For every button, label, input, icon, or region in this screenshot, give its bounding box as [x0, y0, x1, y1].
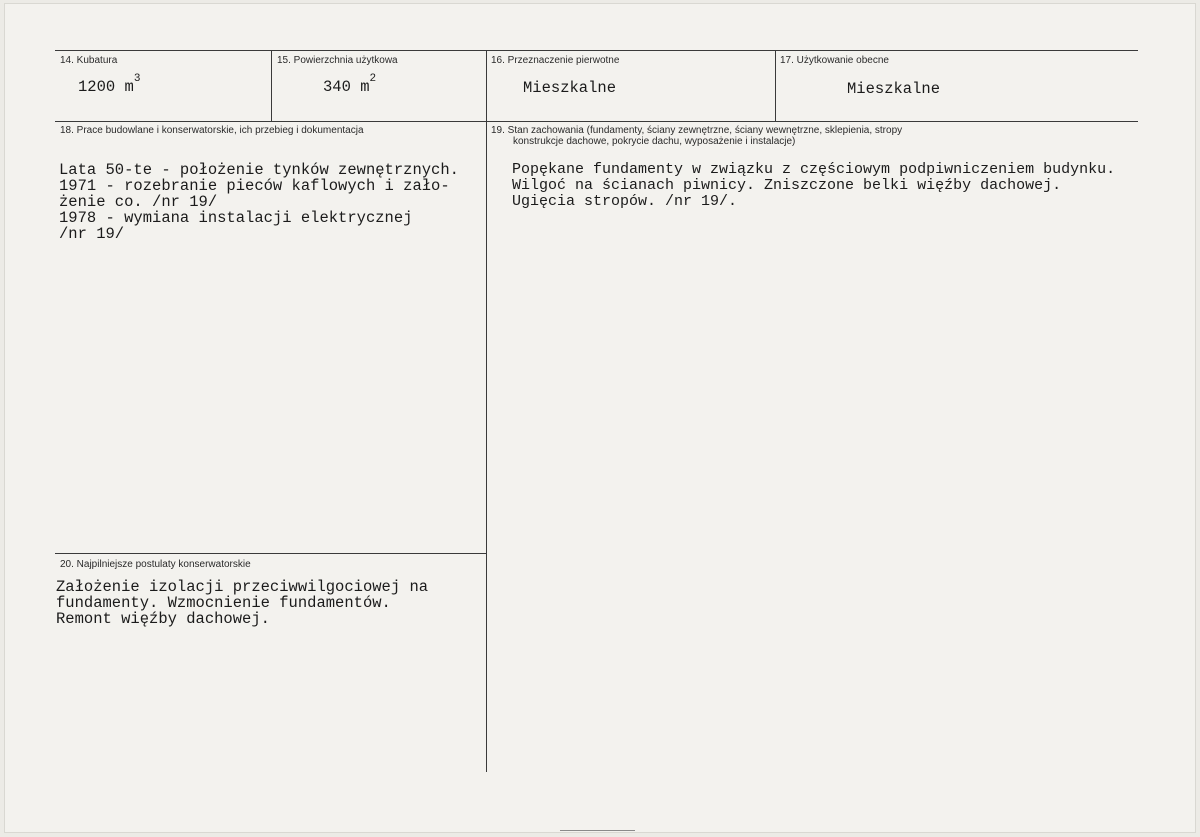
field-14-number: 1200 m	[78, 78, 134, 96]
divider-14-15	[271, 50, 272, 121]
field-20-line: Remont więźby dachowej.	[56, 610, 270, 628]
field-14-unit-exponent: 3	[133, 73, 141, 85]
field-14-label: 14. Kubatura	[60, 55, 118, 66]
field-15-label: 15. Powierzchnia użytkowa	[277, 55, 398, 66]
field-18-label: 18. Prace budowlane i konserwatorskie, ich przebieg i dokumentacja	[60, 125, 364, 136]
section20-top-rule	[55, 553, 487, 554]
divider-16-17	[775, 50, 776, 121]
field-16-value: Mieszkalne	[523, 79, 617, 97]
field-18-line: żenie co. /nr 19/	[59, 193, 218, 211]
field-18-line: 1971 - rozebranie pieców kaflowych i zało-	[59, 177, 450, 195]
field-19-label-line: konstrukcje dachowe, pokrycie dachu, wyposażenie i instalacje)	[513, 136, 796, 147]
field-20-label: 20. Najpilniejsze postulaty konserwatorskie	[60, 559, 251, 570]
field-14-value	[78, 73, 141, 96]
field-15-value	[323, 73, 377, 96]
field-18-text	[59, 162, 459, 242]
field-19-line: Ugięcia stropów. /nr 19/.	[512, 193, 738, 210]
field-19-line: Wilgoć na ścianach piwnicy. Zniszczone belki więźby dachowej.	[512, 177, 1062, 194]
field-20-text	[56, 579, 428, 627]
field-16-label: 16. Przeznaczenie pierwotne	[491, 55, 620, 66]
field-19-line: Popękane fundamenty w związku z częściowym podpiwniczeniem budynku.	[512, 161, 1116, 178]
field-20-line: fundamenty. Wzmocnienie fundamentów.	[56, 594, 391, 612]
row1-bottom-rule	[55, 121, 1138, 122]
field-20-line: Założenie izolacji przeciwwilgociowej na	[56, 578, 429, 596]
field-19-label	[491, 125, 902, 147]
field-18-line: /nr 19/	[59, 225, 125, 243]
field-15-unit-exponent: 2	[369, 73, 377, 85]
field-19-label-line: 19. Stan zachowania (fundamenty, ściany zewnętrzne, ściany wewnętrzne, sklepienia, stropy	[491, 125, 903, 136]
field-18-line: Lata 50-te - położenie tynków zewnętrznych.	[59, 161, 459, 179]
field-19-text	[512, 162, 1115, 210]
field-17-value: Mieszkalne	[847, 80, 941, 98]
field-18-line: 1978 - wymiana instalacji elektrycznej	[59, 209, 413, 227]
divider-15-16	[486, 50, 487, 772]
field-15-number: 340 m	[323, 78, 370, 96]
bottom-tick	[560, 830, 635, 831]
field-17-label: 17. Użytkowanie obecne	[780, 55, 889, 66]
top-rule	[55, 50, 1138, 51]
